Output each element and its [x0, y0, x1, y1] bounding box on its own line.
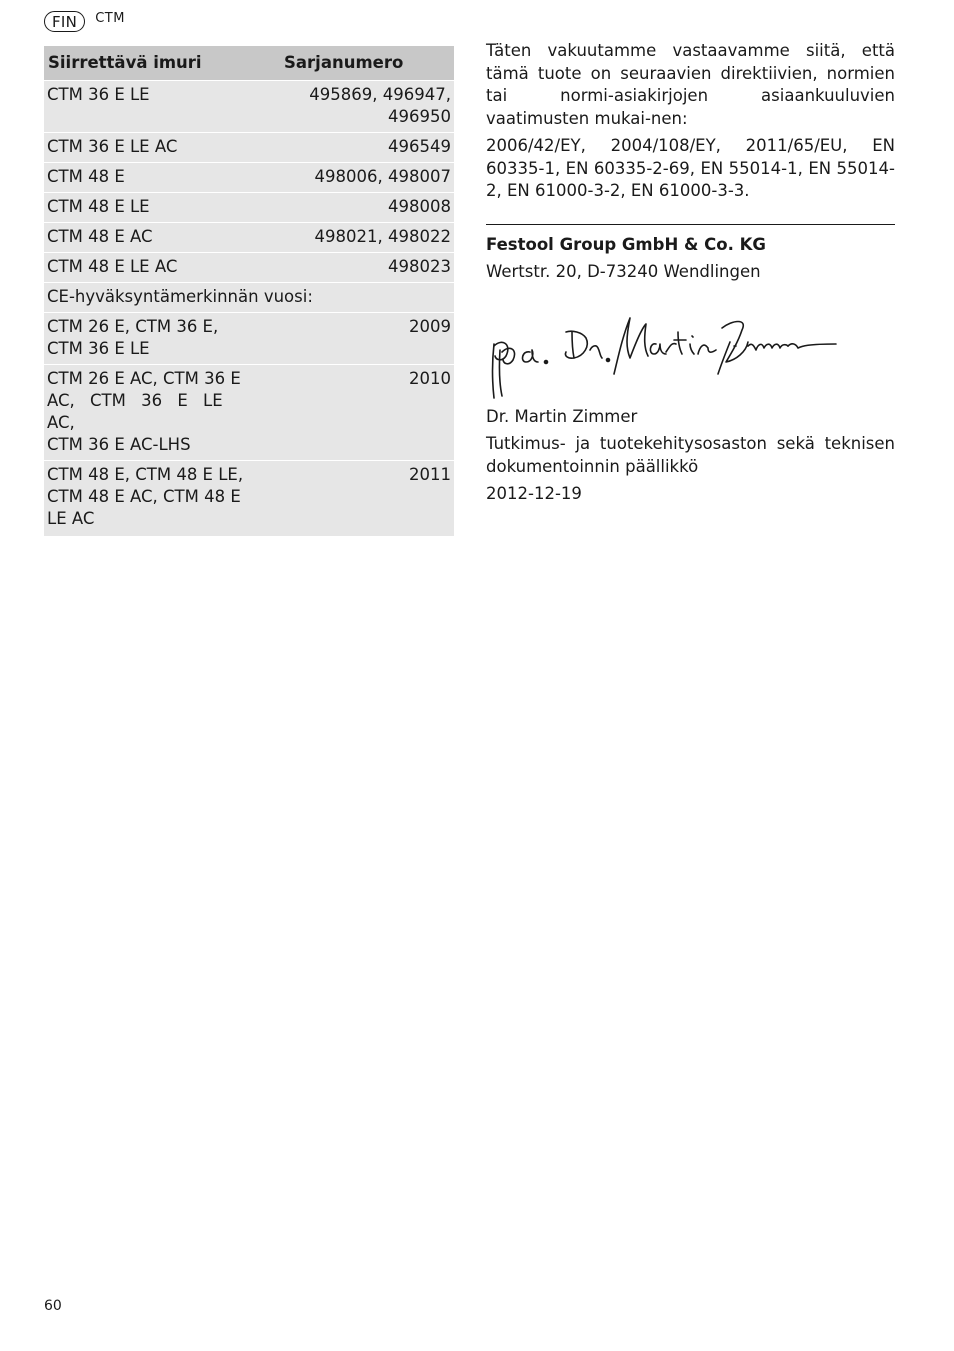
ce-row — [44, 365, 454, 461]
company-address: Wertstr. 20, D-73240 Wendlingen — [486, 262, 761, 281]
table-header-row — [44, 46, 454, 81]
serial-cell: 498008 — [248, 193, 454, 223]
ce-row — [44, 313, 454, 365]
table-row — [44, 133, 454, 163]
divider — [486, 224, 895, 225]
language-badge: FIN — [44, 11, 85, 32]
ce-models-cell — [44, 365, 248, 461]
ce-model-line: CTM 36 E AC-LHS — [47, 435, 191, 454]
table-row — [44, 223, 454, 253]
serial-cell: 498006, 498007 — [248, 163, 454, 193]
model-cell: CTM 36 E LE AC — [44, 133, 248, 163]
ce-model-line: AC, CTM 36 E LE AC, — [47, 391, 223, 432]
ce-model-line: CTM 26 E, CTM 36 E, — [47, 317, 219, 336]
model-cell: CTM 48 E LE — [44, 193, 248, 223]
col-header-serial: Sarjanumero — [248, 46, 454, 81]
signature-image — [486, 302, 846, 402]
signatory-name: Dr. Martin Zimmer — [486, 406, 638, 426]
ce-year-cell: 2010 — [248, 365, 454, 461]
table-row — [44, 193, 454, 223]
ce-label-row — [44, 283, 454, 313]
table-row — [44, 81, 454, 133]
serial-cell: 495869, 496947, 496950 — [248, 81, 454, 133]
page-number: 60 — [44, 1298, 62, 1314]
ce-model-line: CTM 48 E AC, CTM 48 E — [47, 487, 241, 506]
model-cell: CTM 48 E — [44, 163, 248, 193]
serial-cell: 496549 — [248, 133, 454, 163]
ce-models-cell — [44, 313, 248, 365]
signature-date: 2012-12-19 — [486, 484, 582, 503]
declaration-text: Täten vakuutamme vastaavamme siitä, että tämä tuote on seuraavien direktiivien, normien tai normi-asiakirjojen asiaankuuluvien vaatimusten mukai-nen: — [486, 41, 895, 128]
signatory-title: Tutkimus- ja tuotekehitysosaston sekä teknisen dokumentoinnin päällikkö — [486, 434, 895, 476]
company-name: Festool Group GmbH & Co. KG — [486, 234, 766, 254]
ce-model-line: CTM 36 E LE — [47, 339, 150, 358]
standards-list: 2006/42/EY, 2004/108/EY, 2011/65/EU, EN 60335-1, EN 60335-2-69, EN 55014-1, EN 55014-2, EN 61000-3-2, EN 61000-3-3. — [486, 136, 895, 200]
serial-number-table — [44, 46, 454, 536]
ce-year-cell: 2009 — [248, 313, 454, 365]
model-cell: CTM 36 E LE — [44, 81, 248, 133]
ce-row — [44, 461, 454, 537]
ce-year-label: CE-hyväksyntämerkinnän vuosi: — [44, 283, 454, 313]
serial-cell: 498023 — [248, 253, 454, 283]
table-row — [44, 163, 454, 193]
declaration-column — [486, 40, 895, 511]
col-header-vacuum: Siirrettävä imuri — [44, 46, 248, 81]
ce-model-line: CTM 48 E, CTM 48 E LE, — [47, 465, 244, 484]
ce-model-line: CTM 26 E AC, CTM 36 E — [47, 369, 241, 388]
model-cell: CTM 48 E AC — [44, 223, 248, 253]
table-row — [44, 253, 454, 283]
serial-cell: 498021, 498022 — [248, 223, 454, 253]
ce-model-line: LE AC — [47, 509, 95, 528]
model-code: CTM — [95, 11, 125, 26]
page-header — [44, 11, 125, 32]
ce-year-cell: 2011 — [248, 461, 454, 537]
model-cell: CTM 48 E LE AC — [44, 253, 248, 283]
ce-models-cell — [44, 461, 248, 537]
